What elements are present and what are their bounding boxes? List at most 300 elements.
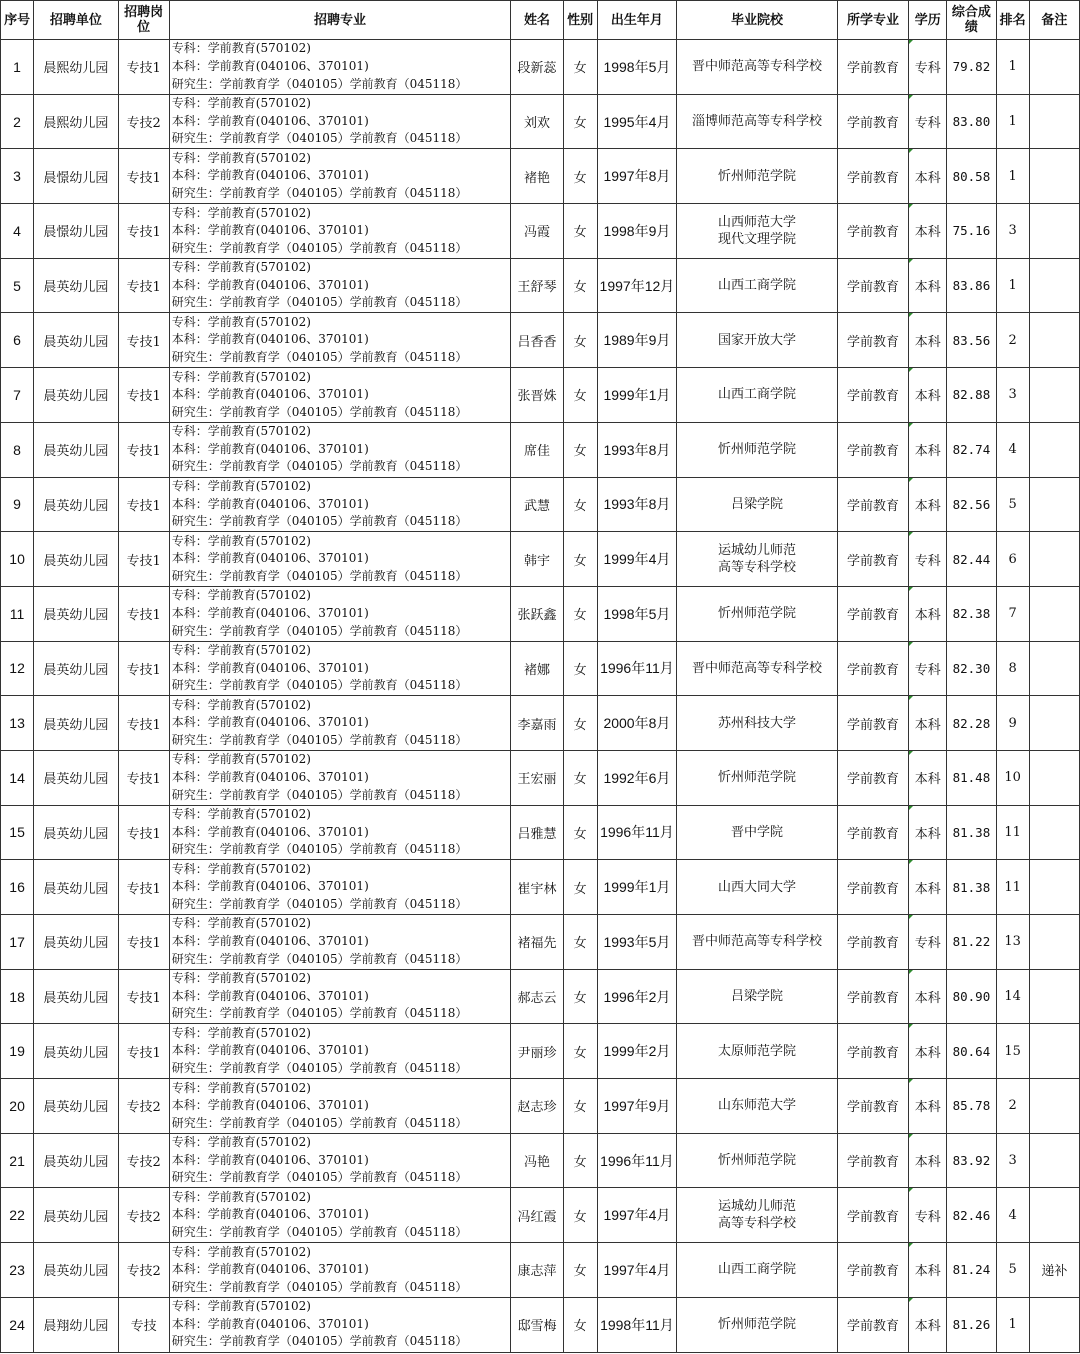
cell-name: 褚娜 bbox=[511, 641, 563, 696]
major-line: 研究生：学前教育学（040105）学前教育（045118） bbox=[171, 76, 468, 91]
cell-unit: 晨熙幼儿园 bbox=[34, 40, 118, 95]
cell-note bbox=[1029, 422, 1079, 477]
cell-studied: 学前教育 bbox=[837, 40, 908, 95]
cell-score: 82.28 bbox=[947, 696, 996, 751]
cell-rank: 11 bbox=[996, 860, 1029, 915]
cell-score: 85.78 bbox=[947, 1079, 996, 1134]
cell-note bbox=[1029, 149, 1079, 204]
major-line: 研究生：学前教育学（040105）学前教育（045118） bbox=[171, 240, 468, 255]
cell-birth: 2000年8月 bbox=[597, 696, 676, 751]
major-line: 研究生：学前教育学（040105）学前教育（045118） bbox=[171, 732, 468, 747]
col-header-rank: 排名 bbox=[996, 1, 1029, 40]
cell-seq: 5 bbox=[1, 258, 34, 313]
cell-major bbox=[169, 204, 511, 259]
cell-studied: 学前教育 bbox=[837, 1079, 908, 1134]
table-row bbox=[1, 1079, 1080, 1134]
cell-rank: 1 bbox=[996, 40, 1029, 95]
cell-note: 递补 bbox=[1029, 1243, 1079, 1298]
school-text: 苏州科技大学 bbox=[717, 715, 796, 731]
school-text: 晋中师范高等专科学校 bbox=[691, 59, 822, 75]
cell-gender: 女 bbox=[563, 860, 597, 915]
cell-gender: 女 bbox=[563, 40, 597, 95]
major-line: 研究生：学前教育学（040105）学前教育（045118） bbox=[171, 678, 468, 693]
cell-studied: 学前教育 bbox=[837, 477, 908, 532]
table-row bbox=[1, 1133, 1080, 1188]
major-line: 本科：学前教育(040106、370101) bbox=[171, 551, 369, 566]
major-line: 本科：学前教育(040106、370101) bbox=[171, 1152, 369, 1167]
table-row bbox=[1, 477, 1080, 532]
cell-name: 韩宇 bbox=[511, 532, 563, 587]
major-line: 研究生：学前教育学（040105）学前教育（045118） bbox=[171, 404, 468, 419]
cell-note bbox=[1029, 1188, 1079, 1243]
cell-note bbox=[1029, 969, 1079, 1024]
cell-rank: 5 bbox=[996, 477, 1029, 532]
cell-studied: 学前教育 bbox=[837, 204, 908, 259]
school-text: 晋中师范高等专科学校 bbox=[691, 934, 822, 950]
major-line: 专科：学前教育(570102) bbox=[171, 260, 311, 275]
cell-school bbox=[677, 1133, 838, 1188]
cell-note bbox=[1029, 915, 1079, 970]
cell-seq: 4 bbox=[1, 204, 34, 259]
col-header-birth: 出生年月 bbox=[597, 1, 676, 40]
cell-major bbox=[169, 1188, 511, 1243]
cell-gender: 女 bbox=[563, 477, 597, 532]
cell-seq: 3 bbox=[1, 149, 34, 204]
major-line: 专科：学前教育(570102) bbox=[171, 369, 311, 384]
cell-studied: 学前教育 bbox=[837, 1024, 908, 1079]
major-line: 研究生：学前教育学（040105）学前教育（045118） bbox=[171, 568, 468, 583]
cell-seq: 17 bbox=[1, 915, 34, 970]
cell-name: 王舒琴 bbox=[511, 258, 563, 313]
col-header-studied: 所学专业 bbox=[837, 1, 908, 40]
major-line: 研究生：学前教育学（040105）学前教育（045118） bbox=[171, 1170, 468, 1185]
cell-birth: 1997年12月 bbox=[597, 258, 676, 313]
cell-score: 80.58 bbox=[947, 149, 996, 204]
cell-major bbox=[169, 750, 511, 805]
school-text: 山西师范大学 现代文理学院 bbox=[717, 214, 796, 247]
cell-edu: 本科 bbox=[909, 477, 947, 532]
cell-name: 王宏丽 bbox=[511, 750, 563, 805]
school-text: 山东师范大学 bbox=[717, 1098, 796, 1114]
cell-edu: 本科 bbox=[909, 1079, 947, 1134]
major-line: 本科：学前教育(040106、370101) bbox=[171, 59, 369, 74]
cell-name: 段新蕊 bbox=[511, 40, 563, 95]
cell-note bbox=[1029, 696, 1079, 751]
cell-score: 81.24 bbox=[947, 1243, 996, 1298]
cell-major bbox=[169, 1297, 511, 1352]
major-line: 专科：学前教育(570102) bbox=[171, 1189, 311, 1204]
cell-edu: 本科 bbox=[909, 204, 947, 259]
cell-post: 专技1 bbox=[118, 258, 169, 313]
major-line: 研究生：学前教育学（040105）学前教育（045118） bbox=[171, 295, 468, 310]
cell-seq: 18 bbox=[1, 969, 34, 1024]
cell-unit: 晨英幼儿园 bbox=[34, 969, 118, 1024]
major-line: 本科：学前教育(040106、370101) bbox=[171, 1262, 369, 1277]
cell-gender: 女 bbox=[563, 641, 597, 696]
cell-note bbox=[1029, 532, 1079, 587]
table-row bbox=[1, 696, 1080, 751]
major-line: 本科：学前教育(040106、370101) bbox=[171, 988, 369, 1003]
cell-seq: 9 bbox=[1, 477, 34, 532]
cell-name: 褚福先 bbox=[511, 915, 563, 970]
cell-score: 82.56 bbox=[947, 477, 996, 532]
cell-rank: 13 bbox=[996, 915, 1029, 970]
cell-post: 专技1 bbox=[118, 860, 169, 915]
cell-school bbox=[677, 532, 838, 587]
cell-major bbox=[169, 1243, 511, 1298]
major-line: 本科：学前教育(040106、370101) bbox=[171, 113, 369, 128]
major-line: 本科：学前教育(040106、370101) bbox=[171, 715, 369, 730]
school-text: 晋中学院 bbox=[730, 824, 783, 840]
cell-rank: 9 bbox=[996, 696, 1029, 751]
cell-rank: 10 bbox=[996, 750, 1029, 805]
school-text: 忻州师范学院 bbox=[717, 770, 796, 786]
cell-unit: 晨英幼儿园 bbox=[34, 750, 118, 805]
cell-birth: 1997年4月 bbox=[597, 1243, 676, 1298]
major-line: 专科：学前教育(570102) bbox=[171, 861, 311, 876]
cell-unit: 晨英幼儿园 bbox=[34, 1243, 118, 1298]
cell-score: 83.92 bbox=[947, 1133, 996, 1188]
cell-unit: 晨英幼儿园 bbox=[34, 1188, 118, 1243]
cell-unit: 晨英幼儿园 bbox=[34, 1133, 118, 1188]
cell-unit: 晨憬幼儿园 bbox=[34, 149, 118, 204]
cell-seq: 14 bbox=[1, 750, 34, 805]
cell-major bbox=[169, 422, 511, 477]
table-row bbox=[1, 1243, 1080, 1298]
major-line: 研究生：学前教育学（040105）学前教育（045118） bbox=[171, 1225, 468, 1240]
cell-school bbox=[677, 1297, 838, 1352]
major-line: 专科：学前教育(570102) bbox=[171, 588, 311, 603]
major-line: 研究生：学前教育学（040105）学前教育（045118） bbox=[171, 1115, 468, 1130]
cell-post: 专技2 bbox=[118, 1243, 169, 1298]
cell-birth: 1998年5月 bbox=[597, 40, 676, 95]
major-line: 研究生：学前教育学（040105）学前教育（045118） bbox=[171, 131, 468, 146]
cell-score: 82.30 bbox=[947, 641, 996, 696]
cell-name: 郝志云 bbox=[511, 969, 563, 1024]
cell-edu: 专科 bbox=[909, 915, 947, 970]
cell-edu: 本科 bbox=[909, 313, 947, 368]
major-line: 研究生：学前教育学（040105）学前教育（045118） bbox=[171, 1061, 468, 1076]
cell-name: 刘欢 bbox=[511, 94, 563, 149]
col-header-school: 毕业院校 bbox=[677, 1, 838, 40]
cell-edu: 本科 bbox=[909, 1297, 947, 1352]
cell-rank: 4 bbox=[996, 422, 1029, 477]
table-row bbox=[1, 40, 1080, 95]
cell-seq: 13 bbox=[1, 696, 34, 751]
cell-score: 82.38 bbox=[947, 586, 996, 641]
cell-note bbox=[1029, 1079, 1079, 1134]
cell-school bbox=[677, 258, 838, 313]
cell-rank: 3 bbox=[996, 1133, 1029, 1188]
cell-post: 专技1 bbox=[118, 641, 169, 696]
cell-name: 吕雅慧 bbox=[511, 805, 563, 860]
cell-rank: 1 bbox=[996, 149, 1029, 204]
major-line: 本科：学前教育(040106、370101) bbox=[171, 387, 369, 402]
major-line: 专科：学前教育(570102) bbox=[171, 1080, 311, 1095]
cell-unit: 晨英幼儿园 bbox=[34, 586, 118, 641]
col-header-unit: 招聘单位 bbox=[34, 1, 118, 40]
cell-school bbox=[677, 1024, 838, 1079]
cell-seq: 12 bbox=[1, 641, 34, 696]
school-text: 山西工商学院 bbox=[717, 1262, 796, 1278]
cell-studied: 学前教育 bbox=[837, 750, 908, 805]
cell-unit: 晨英幼儿园 bbox=[34, 258, 118, 313]
cell-score: 79.82 bbox=[947, 40, 996, 95]
cell-note bbox=[1029, 805, 1079, 860]
cell-gender: 女 bbox=[563, 368, 597, 423]
col-header-name: 姓名 bbox=[511, 1, 563, 40]
cell-rank: 4 bbox=[996, 1188, 1029, 1243]
cell-edu: 专科 bbox=[909, 40, 947, 95]
cell-note bbox=[1029, 40, 1079, 95]
cell-school bbox=[677, 422, 838, 477]
cell-score: 80.90 bbox=[947, 969, 996, 1024]
cell-score: 83.86 bbox=[947, 258, 996, 313]
cell-major bbox=[169, 1133, 511, 1188]
cell-school bbox=[677, 641, 838, 696]
table-row bbox=[1, 860, 1080, 915]
cell-rank: 7 bbox=[996, 586, 1029, 641]
cell-birth: 1997年8月 bbox=[597, 149, 676, 204]
major-line: 研究生：学前教育学（040105）学前教育（045118） bbox=[171, 459, 468, 474]
cell-birth: 1996年11月 bbox=[597, 1133, 676, 1188]
cell-note bbox=[1029, 586, 1079, 641]
cell-unit: 晨英幼儿园 bbox=[34, 368, 118, 423]
cell-studied: 学前教育 bbox=[837, 422, 908, 477]
cell-studied: 学前教育 bbox=[837, 1133, 908, 1188]
major-line: 研究生：学前教育学（040105）学前教育（045118） bbox=[171, 1279, 468, 1294]
major-line: 研究生：学前教育学（040105）学前教育（045118） bbox=[171, 1334, 468, 1349]
school-text: 忻州师范学院 bbox=[717, 606, 796, 622]
cell-edu: 本科 bbox=[909, 750, 947, 805]
cell-post: 专技1 bbox=[118, 532, 169, 587]
cell-post: 专技1 bbox=[118, 969, 169, 1024]
cell-seq: 2 bbox=[1, 94, 34, 149]
cell-seq: 1 bbox=[1, 40, 34, 95]
school-text: 忻州师范学院 bbox=[717, 168, 796, 184]
cell-unit: 晨熙幼儿园 bbox=[34, 94, 118, 149]
cell-studied: 学前教育 bbox=[837, 860, 908, 915]
table-row bbox=[1, 641, 1080, 696]
major-line: 本科：学前教育(040106、370101) bbox=[171, 277, 369, 292]
cell-birth: 1996年11月 bbox=[597, 805, 676, 860]
cell-birth: 1997年9月 bbox=[597, 1079, 676, 1134]
cell-edu: 本科 bbox=[909, 696, 947, 751]
school-text: 山西大同大学 bbox=[717, 879, 796, 895]
cell-name: 冯霞 bbox=[511, 204, 563, 259]
cell-name: 崔宇林 bbox=[511, 860, 563, 915]
cell-score: 82.74 bbox=[947, 422, 996, 477]
cell-unit: 晨英幼儿园 bbox=[34, 1079, 118, 1134]
table-row bbox=[1, 422, 1080, 477]
cell-school bbox=[677, 750, 838, 805]
cell-post: 专技2 bbox=[118, 94, 169, 149]
cell-studied: 学前教育 bbox=[837, 532, 908, 587]
cell-birth: 1992年6月 bbox=[597, 750, 676, 805]
cell-gender: 女 bbox=[563, 696, 597, 751]
cell-note bbox=[1029, 313, 1079, 368]
school-text: 山西工商学院 bbox=[717, 278, 796, 294]
cell-gender: 女 bbox=[563, 1297, 597, 1352]
school-text: 忻州师范学院 bbox=[717, 1317, 796, 1333]
cell-name: 张跃鑫 bbox=[511, 586, 563, 641]
cell-major bbox=[169, 258, 511, 313]
cell-score: 82.88 bbox=[947, 368, 996, 423]
school-text: 忻州师范学院 bbox=[717, 1153, 796, 1169]
cell-seq: 24 bbox=[1, 1297, 34, 1352]
major-line: 专科：学前教育(570102) bbox=[171, 752, 311, 767]
school-text: 晋中师范高等专科学校 bbox=[691, 660, 822, 676]
cell-edu: 本科 bbox=[909, 1243, 947, 1298]
cell-studied: 学前教育 bbox=[837, 696, 908, 751]
table-row bbox=[1, 149, 1080, 204]
cell-post: 专技2 bbox=[118, 1133, 169, 1188]
major-line: 专科：学前教育(570102) bbox=[171, 1025, 311, 1040]
cell-post: 专技1 bbox=[118, 422, 169, 477]
major-line: 专科：学前教育(570102) bbox=[171, 478, 311, 493]
table-row bbox=[1, 204, 1080, 259]
cell-score: 82.44 bbox=[947, 532, 996, 587]
cell-seq: 7 bbox=[1, 368, 34, 423]
major-line: 本科：学前教育(040106、370101) bbox=[171, 441, 369, 456]
col-header-edu: 学历 bbox=[909, 1, 947, 40]
major-line: 研究生：学前教育学（040105）学前教育（045118） bbox=[171, 842, 468, 857]
cell-school bbox=[677, 368, 838, 423]
cell-score: 81.22 bbox=[947, 915, 996, 970]
cell-birth: 1993年8月 bbox=[597, 477, 676, 532]
cell-major bbox=[169, 696, 511, 751]
cell-birth: 1999年1月 bbox=[597, 368, 676, 423]
cell-score: 80.64 bbox=[947, 1024, 996, 1079]
cell-major bbox=[169, 969, 511, 1024]
cell-edu: 本科 bbox=[909, 258, 947, 313]
major-line: 研究生：学前教育学（040105）学前教育（045118） bbox=[171, 186, 468, 201]
table-row bbox=[1, 258, 1080, 313]
cell-seq: 22 bbox=[1, 1188, 34, 1243]
cell-post: 专技1 bbox=[118, 750, 169, 805]
cell-unit: 晨英幼儿园 bbox=[34, 422, 118, 477]
cell-rank: 8 bbox=[996, 641, 1029, 696]
major-line: 本科：学前教育(040106、370101) bbox=[171, 1207, 369, 1222]
cell-post: 专技1 bbox=[118, 1024, 169, 1079]
school-text: 运城幼儿师范 高等专科学校 bbox=[717, 543, 796, 576]
cell-gender: 女 bbox=[563, 1243, 597, 1298]
cell-gender: 女 bbox=[563, 1133, 597, 1188]
cell-note bbox=[1029, 258, 1079, 313]
cell-major bbox=[169, 860, 511, 915]
cell-note bbox=[1029, 204, 1079, 259]
major-line: 专科：学前教育(570102) bbox=[171, 1135, 311, 1150]
cell-unit: 晨英幼儿园 bbox=[34, 696, 118, 751]
cell-major bbox=[169, 149, 511, 204]
cell-edu: 本科 bbox=[909, 805, 947, 860]
major-line: 专科：学前教育(570102) bbox=[171, 314, 311, 329]
cell-unit: 晨英幼儿园 bbox=[34, 915, 118, 970]
cell-birth: 1989年9月 bbox=[597, 313, 676, 368]
cell-name: 冯红霞 bbox=[511, 1188, 563, 1243]
cell-name: 张晋姝 bbox=[511, 368, 563, 423]
col-header-post: 招聘岗位 bbox=[118, 1, 169, 40]
cell-edu: 本科 bbox=[909, 969, 947, 1024]
cell-seq: 20 bbox=[1, 1079, 34, 1134]
cell-score: 82.46 bbox=[947, 1188, 996, 1243]
cell-school bbox=[677, 1079, 838, 1134]
cell-post: 专技1 bbox=[118, 40, 169, 95]
cell-rank: 1 bbox=[996, 258, 1029, 313]
cell-score: 75.16 bbox=[947, 204, 996, 259]
cell-unit: 晨英幼儿园 bbox=[34, 641, 118, 696]
cell-gender: 女 bbox=[563, 94, 597, 149]
cell-rank: 3 bbox=[996, 368, 1029, 423]
major-line: 研究生：学前教育学（040105）学前教育（045118） bbox=[171, 787, 468, 802]
cell-major bbox=[169, 94, 511, 149]
cell-school bbox=[677, 860, 838, 915]
cell-studied: 学前教育 bbox=[837, 1243, 908, 1298]
table-row bbox=[1, 1188, 1080, 1243]
cell-gender: 女 bbox=[563, 586, 597, 641]
col-header-gender: 性别 bbox=[563, 1, 597, 40]
major-line: 专科：学前教育(570102) bbox=[171, 150, 311, 165]
cell-rank: 1 bbox=[996, 94, 1029, 149]
cell-edu: 专科 bbox=[909, 641, 947, 696]
cell-edu: 本科 bbox=[909, 368, 947, 423]
cell-studied: 学前教育 bbox=[837, 313, 908, 368]
major-line: 专科：学前教育(570102) bbox=[171, 643, 311, 658]
cell-school bbox=[677, 1243, 838, 1298]
cell-seq: 11 bbox=[1, 586, 34, 641]
cell-studied: 学前教育 bbox=[837, 368, 908, 423]
cell-edu: 专科 bbox=[909, 94, 947, 149]
cell-birth: 1999年1月 bbox=[597, 860, 676, 915]
cell-post: 专技 bbox=[118, 1297, 169, 1352]
cell-gender: 女 bbox=[563, 750, 597, 805]
cell-rank: 5 bbox=[996, 1243, 1029, 1298]
cell-studied: 学前教育 bbox=[837, 1188, 908, 1243]
major-line: 专科：学前教育(570102) bbox=[171, 916, 311, 931]
table-row bbox=[1, 313, 1080, 368]
cell-studied: 学前教育 bbox=[837, 258, 908, 313]
major-line: 本科：学前教育(040106、370101) bbox=[171, 1316, 369, 1331]
major-line: 专科：学前教育(570102) bbox=[171, 424, 311, 439]
cell-edu: 专科 bbox=[909, 532, 947, 587]
cell-name: 李嘉雨 bbox=[511, 696, 563, 751]
cell-edu: 本科 bbox=[909, 1133, 947, 1188]
cell-rank: 2 bbox=[996, 1079, 1029, 1134]
cell-note bbox=[1029, 1297, 1079, 1352]
major-line: 研究生：学前教育学（040105）学前教育（045118） bbox=[171, 514, 468, 529]
cell-birth: 1993年5月 bbox=[597, 915, 676, 970]
table-row bbox=[1, 368, 1080, 423]
cell-gender: 女 bbox=[563, 258, 597, 313]
major-line: 专科：学前教育(570102) bbox=[171, 697, 311, 712]
cell-studied: 学前教育 bbox=[837, 94, 908, 149]
major-line: 专科：学前教育(570102) bbox=[171, 807, 311, 822]
cell-note bbox=[1029, 1133, 1079, 1188]
table-row bbox=[1, 805, 1080, 860]
cell-score: 81.38 bbox=[947, 860, 996, 915]
col-header-seq: 序号 bbox=[1, 1, 34, 40]
cell-edu: 本科 bbox=[909, 149, 947, 204]
cell-name: 康志萍 bbox=[511, 1243, 563, 1298]
cell-school bbox=[677, 696, 838, 751]
cell-edu: 专科 bbox=[909, 1188, 947, 1243]
cell-seq: 10 bbox=[1, 532, 34, 587]
cell-rank: 6 bbox=[996, 532, 1029, 587]
cell-seq: 21 bbox=[1, 1133, 34, 1188]
table-row bbox=[1, 1024, 1080, 1079]
cell-score: 81.38 bbox=[947, 805, 996, 860]
cell-seq: 19 bbox=[1, 1024, 34, 1079]
